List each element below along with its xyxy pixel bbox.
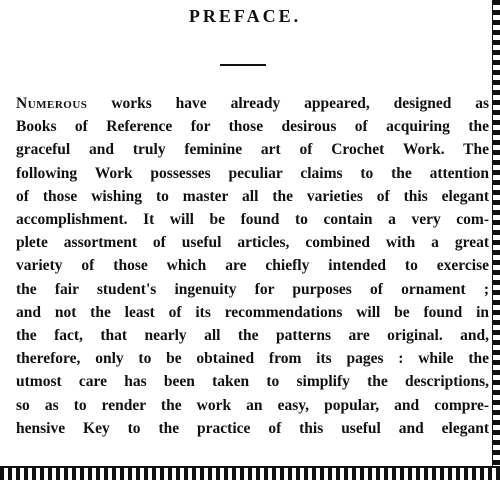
text-line: hensive Key to the practice of this useful and elegant (16, 419, 489, 437)
text-line: the fact, that nearly all the patterns are original. and, (16, 327, 489, 345)
title-rule (220, 64, 266, 66)
text-line: the fair student's ingenuity for purposes of ornament ; (16, 280, 489, 298)
preface-body (16, 92, 489, 440)
text-line: graceful and truly feminine art of Crochet Work. The (16, 141, 489, 159)
text-line: utmost care has been taken to simplify the descriptions, (16, 373, 489, 391)
text-line-content: works have already appeared, designed as (87, 95, 489, 112)
decorative-right-border (492, 0, 500, 480)
text-line: therefore, only to be obtained from its pages : while the (16, 350, 489, 368)
page-title: PREFACE. (188, 6, 302, 26)
decorative-bottom-border (0, 466, 500, 480)
text-line: Books of Reference for those desirous of acquiring the (16, 118, 489, 136)
text-line: of those wishing to master all the varieties of this elegant (16, 187, 489, 205)
text-line: following Work possesses peculiar claims to the attention (16, 164, 489, 182)
text-line: variety of those which are chiefly intended to exercise (16, 257, 489, 275)
drop-word: Numerous (16, 95, 88, 112)
text-line (16, 92, 489, 115)
text-line: and not the least of its recommendations will be found in (16, 303, 489, 321)
text-line: so as to render the work an easy, popular, and compre- (16, 396, 489, 414)
text-line: plete assortment of useful articles, combined with a great (16, 234, 489, 252)
text-line: accomplishment. It will be found to contain a very com- (16, 211, 489, 229)
